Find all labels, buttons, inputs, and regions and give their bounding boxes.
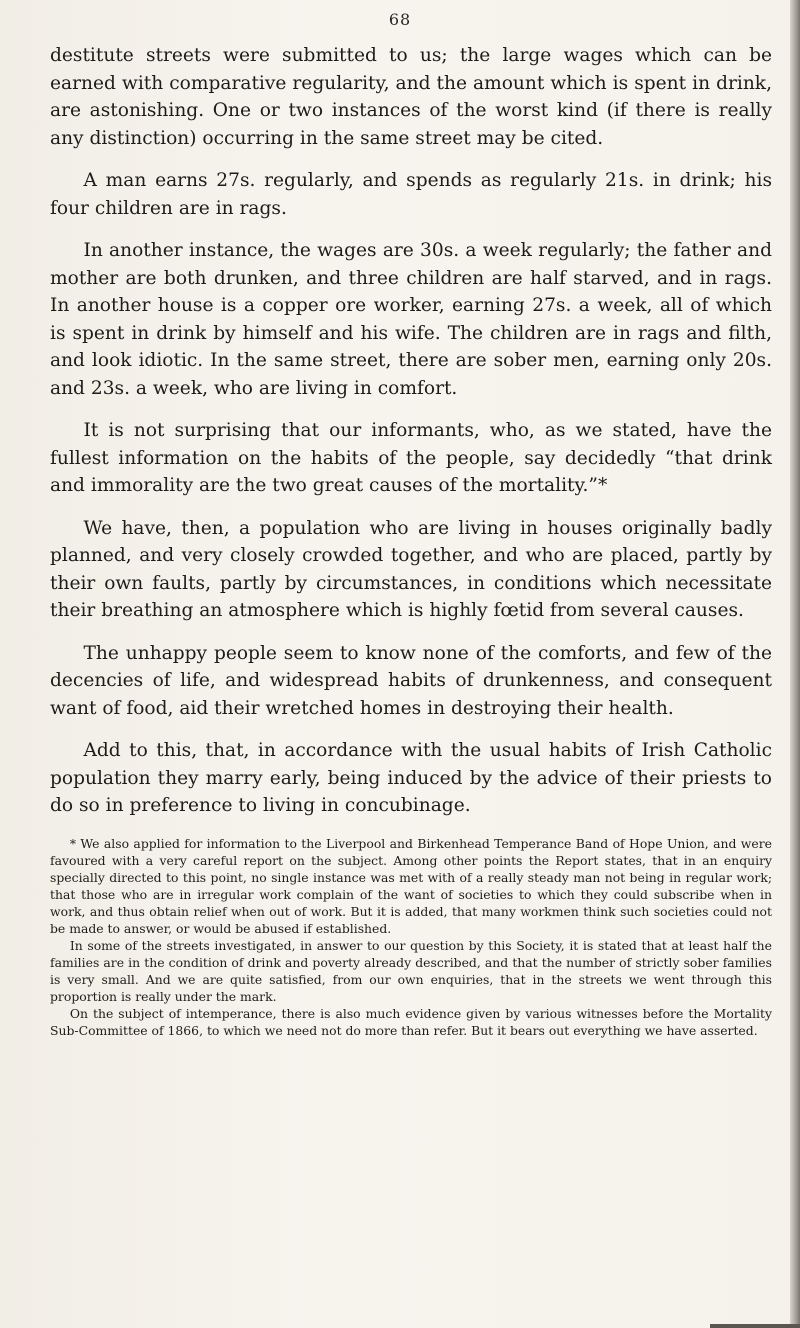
body-text	[50, 42, 772, 1039]
paragraph-2: A man earns 27s. regularly, and spends as regularly 21s. in drink; his four children are in rags.	[50, 170, 772, 219]
footnote-1: * We also applied for information to the Liverpool and Birkenhead Temperance Band of Hope Union, and were favoured with a very careful report on the subject. Among other points the Report states, that in an enquiry specially directed to this point, no single instance was met with of a really steady man not being in regular work; that those who are in irregular work complain of the want of societies to which they could subscribe when in work, and thus obtain relief when out of work. But it is added, that many workmen think such societies could not be made to answer, or would be abused if established.	[50, 835, 772, 936]
paragraph-1: destitute streets were submitted to us; the large wages which can be earned with comparative regularity, and the amount which is spent in drink, are astonishing. One or two instances of the worst kind (if there is really any distinction) occurring in the same street may be cited.	[50, 45, 772, 149]
footnotes	[50, 835, 772, 1039]
paragraph-6: The unhappy people seem to know none of the comforts, and few of the decencies of life, and widespread habits of drunkenness, and consequent want of food, aid their wretched homes in destroying their health.	[50, 642, 772, 719]
paragraph-3: In another instance, the wages are 30s. a week regularly; the father and mother are both drunken, and three children are half starved, and in rags. In another house is a copper ore worker, earning 27s. a week, all of which is spent in drink by himself and his wife. The children are in rags and filth, and look idiotic. In the same street, there are sober men, earning only 20s. and 23s. a week, who are living in comfort.	[50, 240, 772, 399]
page-number: 68	[388, 10, 412, 29]
footnote-2: In some of the streets investigated, in answer to our question by this Society, it is stated that at least half the families are in the condition of drink and poverty already described, and that the number of strictly sober families is very small. And we are quite satisfied, from our own enquiries, that in the streets we went through this proportion is really under the mark.	[50, 937, 772, 1004]
paragraph-7: Add to this, that, in accordance with the usual habits of Irish Catholic population they marry early, being induced by the advice of their priests to do so in preference to living in concubinage.	[50, 740, 772, 816]
paragraph-5: We have, then, a population who are living in houses originally badly planned, and very closely crowded together, and who are placed, partly by their own faults, partly by circumstances, in conditions which necessitate their breathing an atmosphere which is highly fœtid from several causes.	[50, 517, 772, 621]
paragraph-4: It is not surprising that our informants, who, as we stated, have the fullest information on the habits of the people, say decidedly “that drink and immorality are the two great causes of the mortality.”*	[50, 420, 772, 496]
footnote-3: On the subject of intemperance, there is also much evidence given by various witnesses before the Mortality Sub-Committee of 1866, to which we need not do more than refer. But it bears out everything we have asserted.	[50, 1005, 772, 1038]
bottom-edge-rule	[710, 1324, 800, 1328]
page-edge-shadow	[790, 0, 800, 1328]
